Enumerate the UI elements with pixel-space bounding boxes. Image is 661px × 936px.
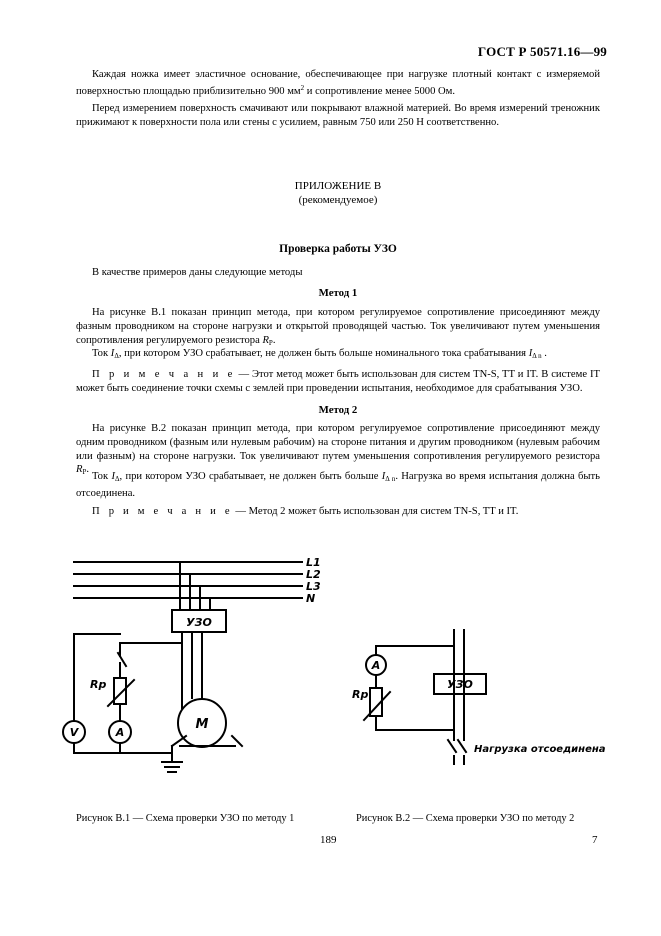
voltmeter-label: V — [69, 726, 79, 739]
method-1-heading: Метод 1 — [318, 287, 358, 299]
label-l3: L3 — [306, 580, 321, 593]
method-1-note: П р и м е ч а н и е — Этот метод может быть использован для систем TN-S, TT и IT. В системе IT может быть соединение точки схемы с землей при проведении испытания, необходимое для срабатывания УЗО. — [76, 369, 601, 394]
method-2-current-paragraph: Ток $I_\Delta$, при котором УЗО срабатывает, не должен быть больше $I_{\Delta n}$. Нагрузка во время испытания должна быть отсоединена. — [76, 471, 600, 499]
method-2-paragraph: На рисунке В.2 показан принцип метода, при котором регулируемое сопротивление присоединяют между одним проводником (фазным или нулевым рабочим) на стороне питания и другим проводником (нулевым рабочим или фазным) на стороне нагрузки. Ток увеличивают путем уменьшения сопротивления регулируемого резистора $R_P$. — [76, 423, 600, 477]
section-heading: Проверка работы УЗО — [279, 243, 397, 255]
motor-label: M — [195, 717, 209, 732]
figure-1-caption: Рисунок В.1 — Схема проверки УЗО по методу 1 — [76, 813, 295, 824]
rcd-label-1: УЗО — [186, 616, 212, 629]
label-l1: L1 — [306, 556, 321, 569]
intro-paragraph-2: Перед измерением поверхность смачивают или покрывают влажной материей. Во время измерений треножник прижимают к поверхности пола или стены с усилием, равным 750 или 250 Н соответственно. — [76, 103, 600, 128]
method-1-paragraph: На рисунке В.1 показан принцип метода, при котором регулируемое сопротивление присоединяют между фазным проводником на стороне нагрузки и открытой проводящей частью. Ток увеличивают путем уменьшения сопротивления регулируемого резистора $R_P$. — [76, 307, 600, 347]
appendix-subtitle: (рекомендуемое) — [298, 194, 378, 206]
figure-2-diagram — [350, 622, 610, 772]
label-l2: L2 — [306, 568, 321, 581]
methods-lead: В качестве примеров даны следующие методы — [92, 267, 303, 278]
method-1-current-paragraph: Ток $I_\Delta$, при котором УЗО срабатывает, не должен быть больше номинального тока срабатывания $I_{\Delta n}$ . — [92, 348, 547, 360]
page-number-right: 7 — [592, 834, 598, 846]
method-2-note: П р и м е ч а н и е — Метод 2 может быть использован для систем TN-S, TT и IT. — [92, 506, 519, 517]
method-2-heading: Метод 2 — [318, 404, 358, 416]
rcd-label-2: УЗО — [447, 678, 473, 691]
figure-2-caption: Рисунок В.2 — Схема проверки УЗО по методу 2 — [356, 813, 575, 824]
ammeter-label-1: A — [115, 726, 125, 739]
resistor-label-1: Rр — [90, 678, 107, 691]
appendix-title: ПРИЛОЖЕНИЕ В — [294, 180, 382, 192]
load-disconnected-label: Нагрузка отсоединена — [474, 744, 606, 755]
page-number-center: 189 — [320, 834, 337, 846]
ammeter-label-2: A — [371, 659, 381, 672]
document-code: ГОСТ Р 50571.16—99 — [477, 44, 607, 59]
resistor-label-2: Rр — [352, 688, 369, 701]
intro-paragraph-1: Каждая ножка имеет эластичное основание, обеспечивающее при нагрузке плотный контакт с измеряемой поверхностью площадью приблизительно 900 $мм^2$ и сопротивление менее 5000 Ом. — [76, 69, 600, 97]
label-n: N — [306, 592, 316, 605]
figure-1-diagram — [60, 548, 330, 778]
